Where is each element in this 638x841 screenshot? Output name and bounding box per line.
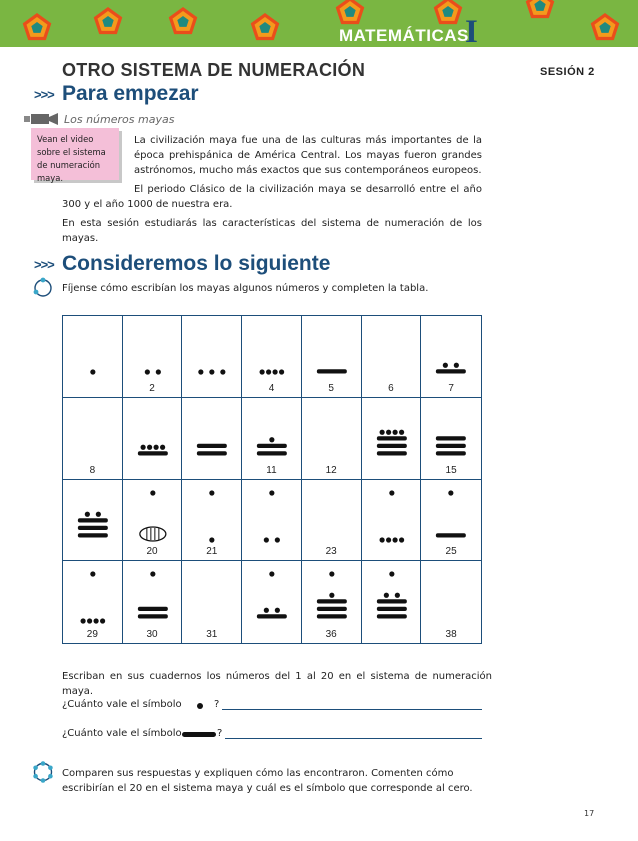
answer-line-dot[interactable]: [222, 709, 482, 710]
maya-bar: [257, 615, 287, 619]
maya-bar: [376, 607, 406, 611]
table-cell[interactable]: [63, 316, 123, 398]
maya-dot: [454, 363, 459, 368]
maya-dot: [269, 437, 274, 442]
maya-dot: [147, 444, 152, 449]
cell-number-label: 5: [328, 382, 334, 394]
table-cell[interactable]: [421, 316, 481, 398]
maya-dot: [273, 369, 278, 374]
maya-dot: [386, 429, 391, 434]
maya-bar: [257, 444, 287, 448]
maya-dot: [399, 537, 404, 542]
maya-dot: [269, 490, 274, 495]
maya-dot: [383, 593, 388, 598]
maya-bar: [317, 369, 347, 373]
cell-number-label: 20: [146, 546, 158, 558]
table-cell[interactable]: [123, 398, 183, 480]
maya-numeral-glyph: [362, 398, 422, 480]
table-cell[interactable]: [123, 480, 183, 562]
maya-bar: [317, 600, 347, 604]
maya-bar: [257, 451, 287, 455]
maya-bar: [78, 533, 108, 537]
cell-number-label: 29: [86, 629, 98, 640]
maya-bar: [317, 615, 347, 619]
maya-bar: [138, 607, 168, 611]
cell-number-label: 6: [388, 382, 394, 394]
maya-bar: [436, 444, 466, 448]
section-marker: >>>: [34, 87, 54, 102]
table-cell[interactable]: [302, 561, 362, 643]
maya-dot: [329, 572, 334, 577]
section-marker: >>>: [34, 257, 54, 272]
maya-dot: [379, 537, 384, 542]
maya-dot: [150, 490, 155, 495]
maya-numeral-glyph: [63, 480, 123, 562]
question-dot-mark: ?: [214, 699, 220, 710]
maya-dot: [90, 572, 95, 577]
cell-number-label: 25: [445, 546, 457, 558]
maya-dot: [210, 490, 215, 495]
maya-bar: [197, 451, 227, 455]
compare-instruction: Comparen sus respuestas y expliquen cómo las encontraron. Comenten cómo escribirían el 20 en el sistema maya y cuál es el símbolo que corresponde al cero.: [62, 768, 473, 794]
subject-label: MATEMÁTICAS: [339, 26, 469, 45]
maya-dot: [199, 369, 204, 374]
question-bar-mark: ?: [217, 728, 223, 739]
table-cell[interactable]: [242, 316, 302, 398]
table-cell[interactable]: [302, 398, 362, 480]
maya-dot: [389, 572, 394, 577]
maya-dot: [264, 608, 269, 613]
maya-numeral-glyph: [242, 561, 302, 643]
table-cell[interactable]: [63, 480, 123, 562]
maya-numbers-table: [62, 315, 482, 644]
cell-number-label: 8: [89, 464, 96, 476]
cell-number-label: 7: [448, 382, 454, 394]
maya-bar: [376, 615, 406, 619]
maya-dot: [389, 490, 394, 495]
table-cell[interactable]: [242, 561, 302, 643]
maya-dot: [210, 537, 215, 542]
maya-bar: [436, 436, 466, 440]
cell-number-label: 21: [206, 546, 218, 558]
cell-number-label: 11: [266, 464, 277, 476]
maya-bar: [138, 615, 168, 619]
maya-numeral-glyph: [63, 316, 123, 398]
table-cell[interactable]: [182, 398, 242, 480]
maya-dot: [449, 490, 454, 495]
table-cell[interactable]: [123, 561, 183, 643]
section-heading-consideremos: Consideremos lo siguiente: [62, 252, 331, 275]
maya-bar: [78, 518, 108, 522]
maya-dot-symbol: [193, 699, 207, 713]
maya-dot: [275, 537, 280, 542]
write-instruction: Escriban en sus cuadernos los números del 1 al 20 en el sistema de numeración maya.: [62, 671, 492, 697]
header-banner: [0, 0, 638, 47]
cell-number-label: 4: [268, 382, 275, 394]
maya-numeral-glyph: [242, 480, 302, 562]
pair-work-icon: [32, 277, 54, 299]
pentagon-decoration: [0, 0, 638, 47]
maya-bar: [376, 451, 406, 455]
maya-bar: [376, 436, 406, 440]
cell-number-label: 30: [146, 629, 158, 640]
maya-dot: [90, 369, 95, 374]
maya-bar: [317, 607, 347, 611]
maya-dot: [155, 369, 160, 374]
maya-dot: [275, 608, 280, 613]
cell-number-label: 38: [445, 629, 457, 640]
maya-dot: [210, 369, 215, 374]
maya-numeral-glyph: [123, 398, 183, 480]
maya-bar: [436, 451, 466, 455]
table-cell[interactable]: [242, 398, 302, 480]
video-note: [31, 128, 119, 183]
maya-bar: [436, 369, 466, 373]
table-cell[interactable]: [63, 561, 123, 643]
table-cell[interactable]: [362, 398, 422, 480]
table-cell[interactable]: [302, 480, 362, 562]
maya-bar: [138, 451, 168, 455]
cell-number-label: 31: [206, 629, 218, 640]
table-cell[interactable]: [182, 561, 242, 643]
table-cell[interactable]: [123, 316, 183, 398]
maya-dot: [329, 593, 334, 598]
table-cell[interactable]: [362, 561, 422, 643]
group-work-icon: [31, 760, 55, 784]
section-subtitle: Los números mayas: [64, 113, 175, 126]
table-cell[interactable]: [63, 398, 123, 480]
session-paragraph: En esta sesión estudiarás las características del sistema de numeración de los mayas.: [62, 218, 482, 244]
maya-dot: [392, 429, 397, 434]
volume-numeral: I: [465, 14, 478, 50]
maya-dot: [153, 444, 158, 449]
maya-dot: [394, 593, 399, 598]
maya-bar: [78, 525, 108, 529]
maya-numeral-glyph: [362, 480, 422, 562]
video-note-text: Vean el video sobre el sistema de numeración maya.: [37, 134, 106, 183]
maya-dot: [150, 572, 155, 577]
period-paragraph: El periodo Clásico de la civilización maya se desarrolló entre el año 300 y el año 1000 de nuestra era.: [62, 184, 482, 210]
maya-dot: [399, 429, 404, 434]
maya-dot: [386, 537, 391, 542]
maya-bar-symbol: [180, 727, 223, 741]
maya-dot: [269, 572, 274, 577]
maya-dot: [81, 619, 86, 624]
table-cell[interactable]: [182, 480, 242, 562]
table-cell[interactable]: [242, 480, 302, 562]
intro-paragraph: La civilización maya fue una de las culturas más importantes de la época prehispánica de América Central. Los mayas fueron grandes astrónomos, mucho más exactos que sus contemporáneos europeos.: [134, 135, 482, 176]
maya-bar: [197, 444, 227, 448]
maya-dot: [94, 619, 99, 624]
cell-number-label: 36: [325, 629, 337, 640]
maya-numeral-glyph: [182, 398, 242, 480]
maya-dot: [264, 537, 269, 542]
section-heading-para-empezar: Para empezar: [62, 82, 199, 105]
table-cell[interactable]: [421, 398, 481, 480]
maya-dot: [260, 369, 265, 374]
maya-dot: [221, 369, 226, 374]
table-cell[interactable]: [421, 480, 481, 562]
maya-dot: [160, 444, 165, 449]
answer-line-bar[interactable]: [225, 738, 482, 739]
page-title: OTRO SISTEMA DE NUMERACIÓN: [62, 60, 366, 80]
maya-dot: [96, 511, 101, 516]
maya-dot: [87, 619, 92, 624]
cell-number-label: 15: [445, 464, 457, 476]
table-cell[interactable]: [362, 480, 422, 562]
maya-dot: [144, 369, 149, 374]
maya-dot: [85, 511, 90, 516]
table-cell[interactable]: [362, 316, 422, 398]
maya-numeral-glyph: [182, 316, 242, 398]
maya-bar: [376, 600, 406, 604]
question-dot-label: ¿Cuánto vale el símbolo: [62, 699, 182, 710]
maya-dot: [443, 363, 448, 368]
page-number: 17: [584, 809, 595, 818]
table-cell[interactable]: [421, 561, 481, 643]
maya-numeral-glyph: [362, 561, 422, 643]
maya-dot: [392, 537, 397, 542]
table-cell[interactable]: [182, 316, 242, 398]
video-camera-icon: [22, 112, 60, 126]
cell-number-label: 12: [325, 464, 337, 476]
maya-bar: [436, 533, 466, 537]
maya-dot: [140, 444, 145, 449]
maya-bar: [376, 444, 406, 448]
maya-dot: [100, 619, 105, 624]
table-instruction: Fíjense cómo escribían los mayas algunos números y completen la tabla.: [62, 283, 429, 294]
cell-number-label: 2: [149, 382, 155, 394]
session-label: SESIÓN 2: [540, 66, 595, 78]
maya-shell-zero: [140, 527, 166, 541]
maya-dot: [279, 369, 284, 374]
maya-dot: [266, 369, 271, 374]
question-bar-label: ¿Cuánto vale el símbolo: [62, 728, 182, 739]
maya-dot: [379, 429, 384, 434]
table-cell[interactable]: [302, 316, 362, 398]
cell-number-label: 23: [325, 546, 337, 558]
